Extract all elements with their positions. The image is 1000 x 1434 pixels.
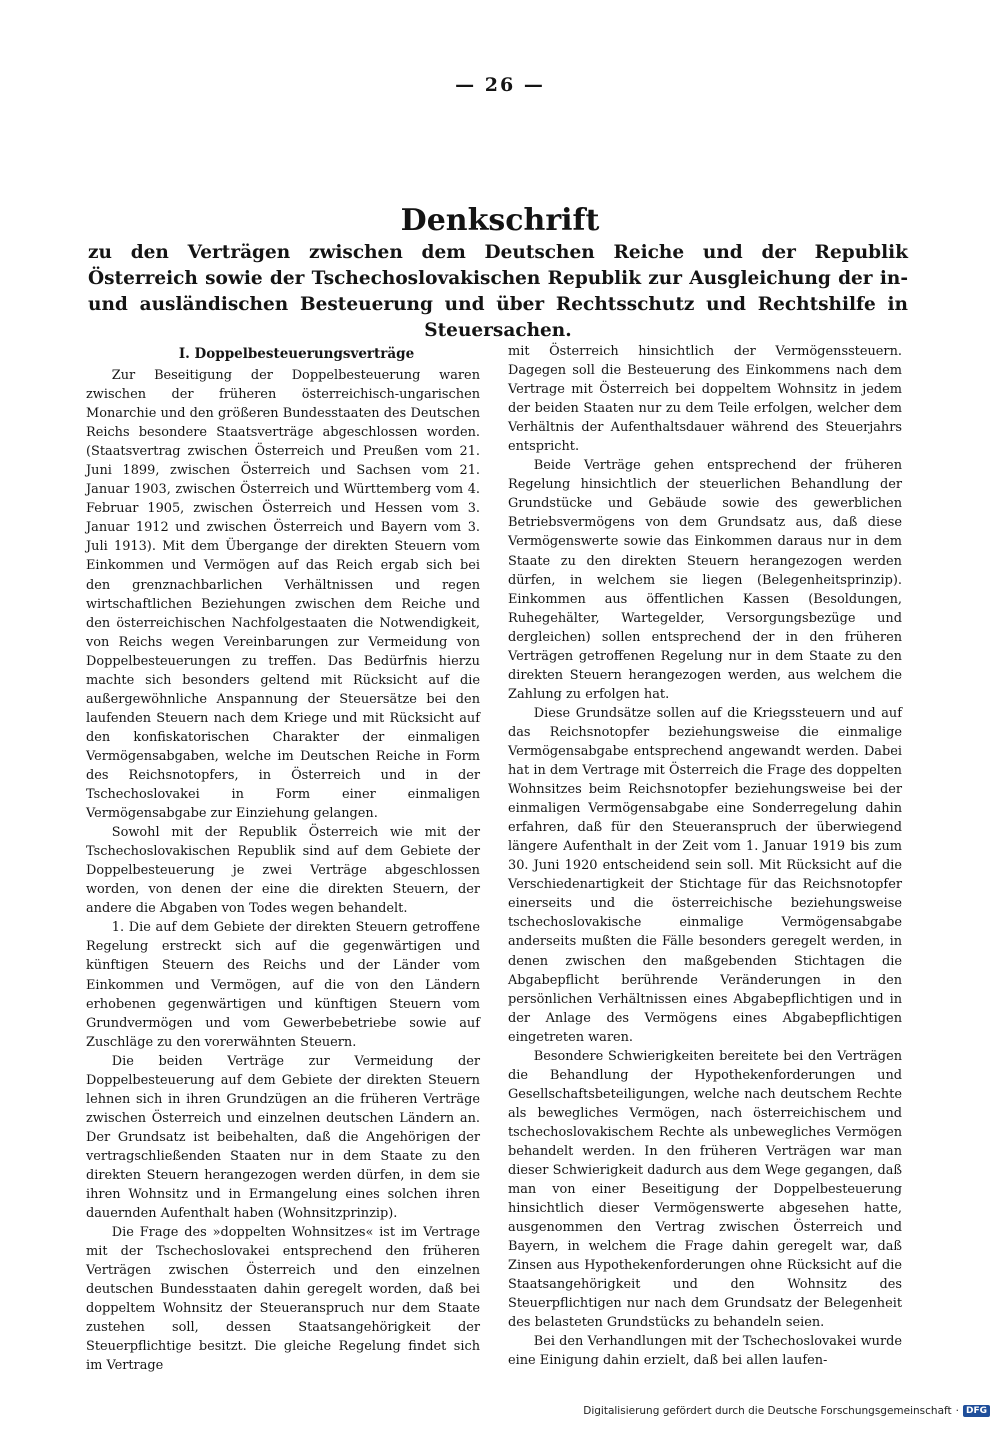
section-heading: I. Doppelbesteuerungsverträge [178,346,415,362]
dfg-logo-icon[interactable]: DFG [963,1405,990,1417]
paragraph: Bei den Verhandlungen mit der Tschechoslovakei wurde eine Einigung dahin erzielt, daß bei allen laufen- [508,1334,902,1369]
paragraph: Besondere Schwierigkeiten bereitete bei den Verträgen die Behandlung der Hypothekenforderungen und Gesellschaftsbeteiligungen, welche nach deutschem Rechte als bewegliches Vermögen, nach österreichischem und tschechoslovakischem Rechte als unbewegliches Vermögen behandelt werden. In den früheren Verträgen war man dieser Schwierigkeit dadurch aus dem Wege gegangen, daß man von einer Beseitigung der Doppelbesteuerung hinsichtlich dieser Vermögenswerte abgesehen hatte, ausgenommen den Vertrag zwischen Österreich und Bayern, in welchem die Frage dahin geregelt war, daß Zinsen aus Hypothekenforderungen ohne Rücksicht auf die Staatsangehörigkeit und den Wohnsitz des Steuerpflichtigen nur nach dem Grundsatz der Belegenheit des belasteten Grundstücks zu behandeln seien. [508,1048,902,1331]
paragraph: Sowohl mit der Republik Österreich wie mit der Tschechoslovakischen Republik sind auf dem Gebiete der Doppelbesteuerung je zwei Verträge abgeschlossen worden, von denen der eine die direkten Steuern, der andere die Abgaben von Todes wegen behandelt. [86,825,480,917]
right-column [508,342,902,1371]
left-column [86,342,480,1375]
document-subtitle: zu den Verträgen zwischen dem Deutschen Reiche und der Republik Österreich sowie der Tschechoslovakischen Republik zur Ausgleichung der in- und ausländischen Besteuerung und über Rechtsschutz und Rechtshilfe in Steuersachen. [88,242,908,341]
footer [583,1405,990,1417]
page-number: — 26 — [455,74,545,96]
paragraph: Diese Grundsätze sollen auf die Kriegssteuern und auf das Reichsnotopfer beziehungsweise die einmalige Vermögensabgabe entsprechend angewandt werden. Dabei hat in dem Vertrage mit Österreich die Frage des doppelten Wohnsitzes beim Reichsnotopfer beziehungsweise bei der einmaligen Vermögensabgabe eine Sonderregelung dahin erfahren, daß für den Steueranspruch der überwiegend längere Aufenthalt in der Zeit vom 1. Januar 1919 bis zum 30. Juni 1920 entscheidend sein soll. Mit Rücksicht auf die Verschiedenartigkeit der Stichtage für das Reichsnotopfer einerseits und die österreichische beziehungsweise tschechoslovakische einmalige Vermögensabgabe anderseits mußten die Fälle besonders geregelt werden, in denen zwischen den maßgebenden Stichtagen die Abgabepflicht berührende Veränderungen in den persönlichen Verhältnissen eines Abgabepflichtigen und in der Anlage des Vermögens eines Abgabepflichtigen eingetreten waren. [508,705,902,1045]
paragraph: Die beiden Verträge zur Vermeidung der Doppelbesteuerung auf dem Gebiete der direkten Steuern lehnen sich in ihren Grundzügen an die früheren Verträge zwischen Österreich und einzelnen deutschen Ländern an. Der Grundsatz ist beibehalten, daß die Angehörigen der vertragschließenden Staaten nur in dem Staate zu den direkten Steuern herangezogen werden dürfen, in dem sie ihren Wohnsitz und in Ermangelung eines solchen ihren dauernden Aufenthalt haben (Wohnsitzprinzip). [86,1053,480,1222]
paragraph: Die Frage des »doppelten Wohnsitzes« ist im Vertrage mit der Tschechoslovakei entsprechend den früheren Verträgen zwischen Österreich und den einzelnen deutschen Bundesstaaten dahin geregelt worden, daß bei doppeltem Wohnsitz der Steueranspruch nur dem Staate zustehen soll, dessen Staatsangehörigkeit der Steuerpflichtige besitzt. Die gleiche Regelung findet sich im Vertrage [86,1225,480,1374]
footer-text: Digitalisierung gefördert durch die Deutsche Forschungsgemeinschaft [583,1405,952,1417]
footer-separator: · [955,1405,959,1417]
paragraph: Zur Beseitigung der Doppelbesteuerung waren zwischen der früheren österreichisch-ungarischen Monarchie und den größeren Bundesstaaten des Deutschen Reichs besondere Staatsverträge abgeschlossen worden. (Staatsvertrag zwischen Österreich und Preußen vom 21. Juni 1899, zwischen Österreich und Sachsen vom 21. Januar 1903, zwischen Österreich und Württemberg vom 4. Februar 1905, zwischen Österreich und Hessen vom 3. Januar 1912 und zwischen Österreich und Bayern vom 3. Juli 1913). Mit dem Übergange der direkten Steuern vom Einkommen und Vermögen auf das Reich ergab sich bei den grenznachbarlichen Verhältnissen und regen wirtschaftlichen Beziehungen zwischen dem Reiche und den österreichischen Nachfolgestaaten die Notwendigkeit, von Reichs wegen Vereinbarungen zur Vermeidung von Doppelbesteuerungen zu treffen. Das Bedürfnis hierzu machte sich besonders geltend mit Rücksicht auf die außergewöhnliche Anspannung der Steuersätze bei den laufenden Steuern nach dem Kriege und mit Rücksicht auf den konfiskatorischen Charakter der einmaligen Vermögensabgaben, welche im Deutschen Reiche in Form des Reichsnotopfers, in Österreich und in der Tschechoslovakei in Form einer einmaligen Vermögensabgabe zur Einziehung gelangen. [86,368,480,822]
paragraph: 1. Die auf dem Gebiete der direkten Steuern getroffene Regelung erstreckt sich auf die gegenwärtigen und künftigen Steuern des Reichs und der Länder vom Einkommen und Vermögen, auf die von den Ländern erhobenen gegenwärtigen und künftigen Steuern vom Grundvermögen und vom Gewerbebetriebe sowie auf Zuschläge zu den vorerwähnten Steuern. [86,920,480,1050]
document-title: Denkschrift [400,203,600,238]
paragraph: Beide Verträge gehen entsprechend der früheren Regelung hinsichtlich der steuerlichen Behandlung der Grundstücke und Gebäude sowie des gewerblichen Betriebsvermögens von dem Grundsatz aus, daß diese Vermögenswerte sowie das Einkommen daraus nur in dem Staate zu den direkten Steuern herangezogen werden dürfen, in welchem sie liegen (Belegenheitsprinzip). Einkommen aus öffentlichen Kassen (Besoldungen, Ruhegehälter, Wartegelder, Versorgungsbezüge und dergleichen) sollen entsprechend der in den früheren Verträgen getroffenen Regelung nur in dem Staate zu den direkten Steuern herangezogen werden, aus welchem die Zahlung zu erfolgen hat. [508,458,902,702]
paragraph: mit Österreich hinsichtlich der Vermögenssteuern. Dagegen soll die Besteuerung des Einkommens nach dem Vertrage mit Österreich bei doppeltem Wohnsitz in jedem der beiden Staaten nur zu dem Teile erfolgen, welcher dem Verhältnis der Aufenthaltsdauer während des Steuerjahrs entspricht. [508,344,902,455]
